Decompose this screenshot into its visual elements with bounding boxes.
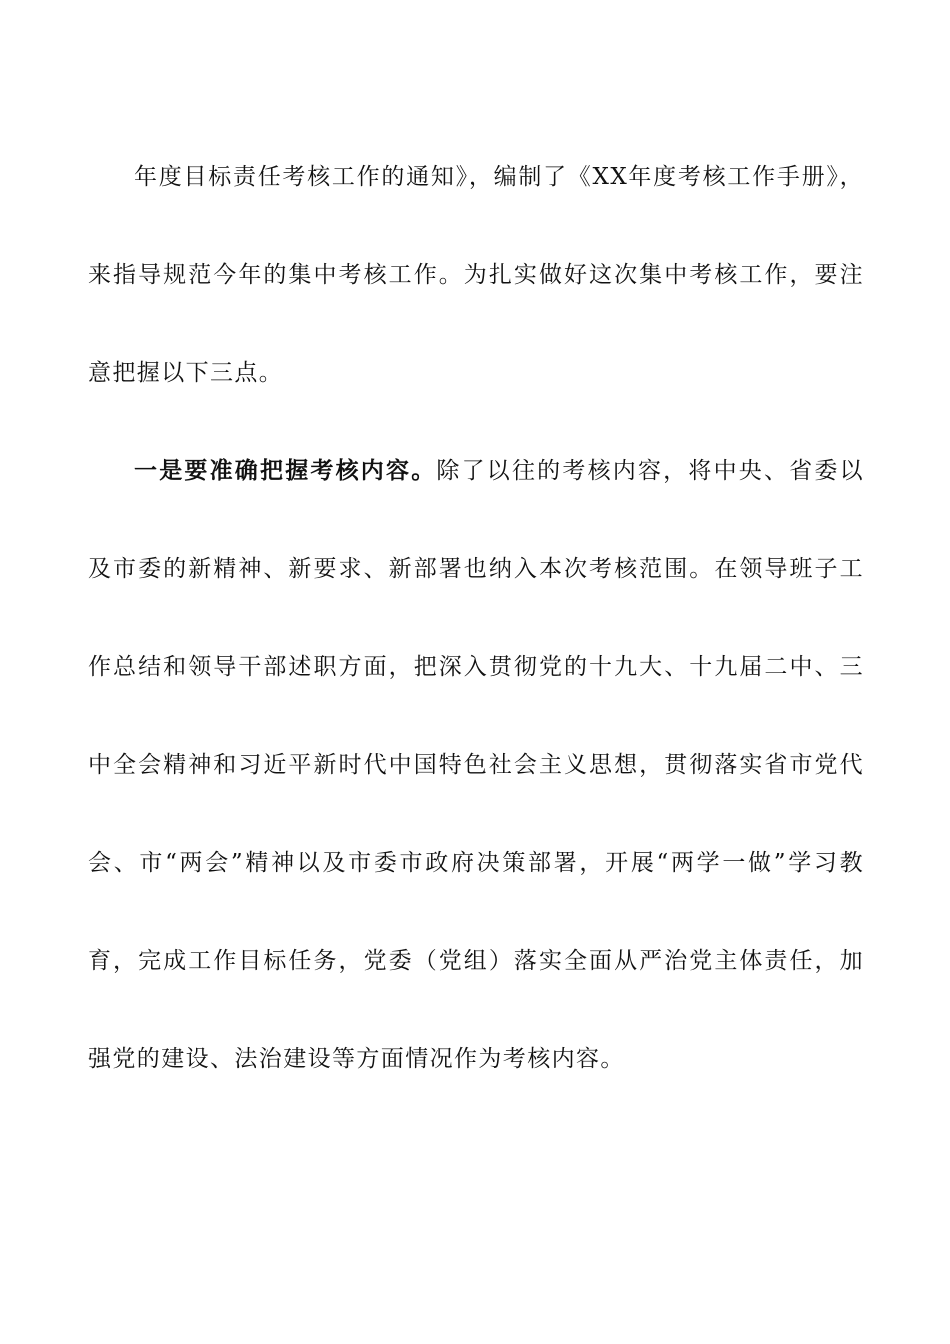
paragraph-assessment-content [88,422,864,1108]
paragraph-heading: 一是要准确把握考核内容。 [134,457,437,484]
document-body [88,128,864,1108]
paragraph-intro: 年度目标责任考核工作的通知》，编制了《XX年度考核工作手册》，来指导规范今年的集中考核工作。为扎实做好这次集中考核工作，要注意把握以下三点。 [88,164,864,386]
paragraph-body: 除了以往的考核内容，将中央、省委以及市委的新精神、新要求、新部署也纳入本次考核范围。在领导班子工作总结和领导干部述职方面，把深入贯彻党的十九大、十九届二中、三中全会精神和习近平新时代中国特色社会主义思想，贯彻落实省市党代会、市“两会”精神以及市委市政府决策部署，开展“两学一做”学习教育，完成工作目标任务，党委（党组）落实全面从严治党主体责任，加强党的建设、法治建设等方面情况作为考核内容。 [88,458,864,1072]
